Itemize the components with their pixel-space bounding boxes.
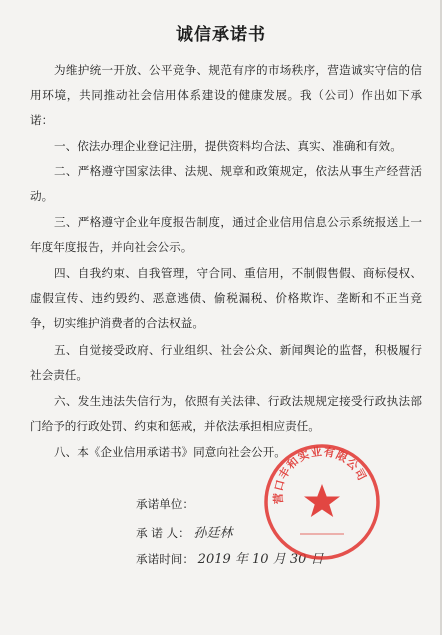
promise-item-1: 一、依法办理企业登记注册，提供资料均合法、真实、准确和有效。 [54,139,402,153]
promise-item-2: 二、严格遵守国家法律、法规、规章和政策规定，依法从事生产经营活动。 [30,164,422,203]
handwritten-date: 2019 年 10 月 30 日 [197,552,324,567]
signature-unit-line [136,496,194,512]
star-icon [304,484,340,517]
preamble-paragraph: 为维护统一开放、公平竞争、规范有序的市场秩序，营造诚实守信的信用环境，共同推动社会信用体系建设的健康发展。我（公司）作出如下承诺： [30,63,422,127]
promise-item-6: 六、发生违法失信行为，依照有关法律、行政法规规定接受行政执法部门给予的行政处罚、约束和惩戒，并依法承担相应责任。 [30,394,422,433]
promise-item-4: 四、自我约束、自我管理，守合同、重信用，不制假售假、商标侵权、虚假宣传、违约毁约、恶意逃债、偷税漏税、价格欺诈、垄断和不正当竞争，切实维护消费者的合法权益。 [30,266,422,330]
promise-item-3: 三、严格遵守企业年度报告制度，通过企业信用信息公示系统报送上一年度年度报告，并向社会公示。 [30,215,422,254]
signature-person-label: 承 诺 人： [136,526,190,540]
company-seal [262,442,382,562]
signature-date-label: 承诺时间： [136,552,194,566]
promise-item-5: 五、自觉接受政府、行业组织、社会公众、新闻舆论的监督，积极履行社会责任。 [30,343,422,382]
document-title: 诚信承诺书 [176,25,266,45]
seal-text: 营口丰和实业有限公司 [271,445,369,505]
signature-unit-label: 承诺单位： [136,497,194,511]
handwritten-signature: 孙廷林 [193,526,233,541]
signature-person-line [136,522,232,541]
promise-item-8: 八、本《企业信用承诺书》同意向社会公开。 [54,445,286,459]
